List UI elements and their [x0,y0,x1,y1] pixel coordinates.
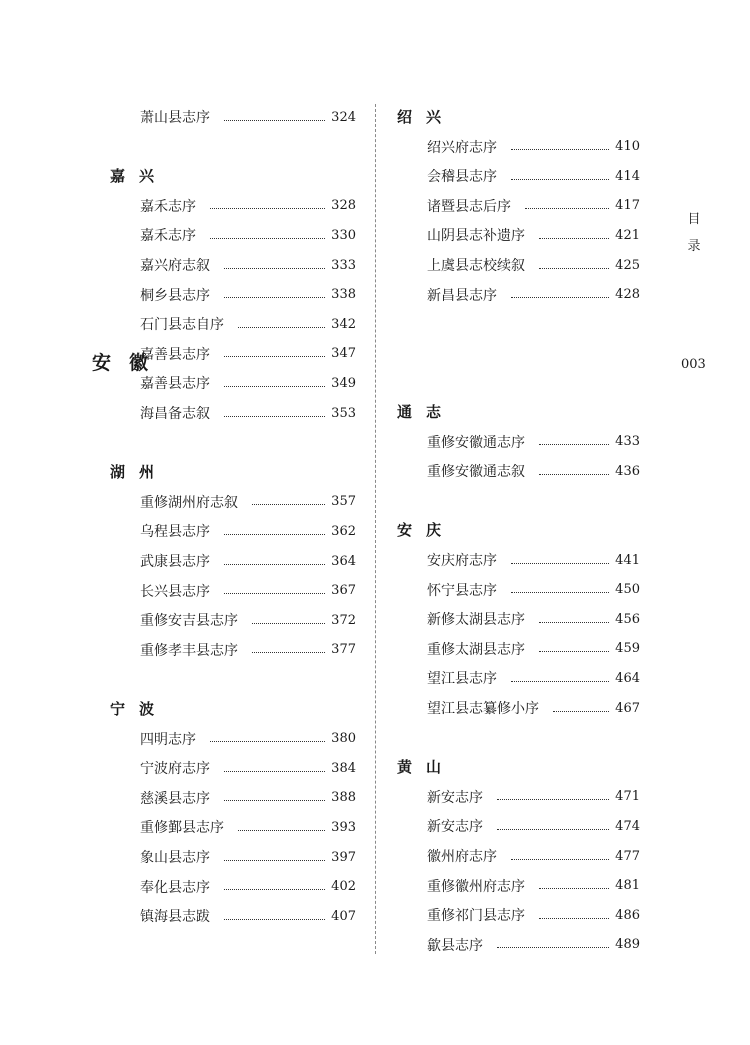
toc-entry [140,758,356,778]
entry-title: 怀宁县志序 [427,582,497,599]
toc-entry [427,225,640,245]
entry-title: 重修太湖县志序 [427,641,525,658]
entry-page: 464 [615,670,640,686]
toc-entry [427,255,640,275]
dot-leader [224,297,325,298]
entry-page: 397 [331,849,356,865]
section-heading: 嘉兴 [110,167,169,186]
entry-page: 328 [331,198,356,214]
entry-page: 441 [615,552,640,568]
entry-title: 重修鄞县志序 [140,820,224,837]
dot-leader [224,771,325,772]
section-heading: 绍兴 [397,108,456,126]
toc-entry [427,580,640,600]
toc-entry [427,166,640,186]
entry-title: 重修徽州府志序 [427,878,525,895]
dot-leader [511,563,609,564]
toc-entry [140,344,356,364]
dot-leader [511,592,609,593]
dot-leader [511,297,609,298]
toc-entry [140,285,356,305]
entry-title: 徽州府志序 [427,849,497,865]
entry-page: 425 [615,257,640,273]
dot-leader [224,534,325,535]
page-number: 003 [681,357,706,372]
dot-leader [252,652,325,653]
entry-title: 安庆府志序 [427,553,497,569]
toc-entry [140,107,356,127]
section-heading: 湖州 [110,463,169,482]
entry-page: 388 [331,790,356,806]
dot-leader [511,681,609,682]
entry-title: 奉化县志序 [140,879,210,896]
dot-leader [224,800,325,801]
entry-title: 新安志序 [427,789,483,806]
dot-leader [539,622,609,623]
toc-entry [427,787,640,807]
dot-leader [511,859,609,860]
dot-leader [224,416,325,417]
entry-page: 402 [331,879,356,895]
entry-title: 重修孝丰县志序 [140,642,238,659]
dot-leader [224,386,325,387]
dot-leader [539,651,609,652]
toc-entry [140,373,356,393]
toc-entry [427,137,640,157]
dot-leader [238,830,325,831]
dot-leader [224,564,325,565]
dot-leader [553,711,609,712]
entry-page: 428 [615,287,640,303]
section-heading: 通志 [397,403,456,421]
side-section-label: 目录 [687,212,701,254]
entry-page: 407 [331,908,356,924]
dot-leader [497,947,609,948]
entry-title: 嘉兴府志叙 [140,258,210,274]
toc-entry [140,521,356,541]
entry-page: 377 [331,642,356,658]
entry-title: 重修安徽通志叙 [427,464,525,481]
entry-title: 山阴县志补遗序 [427,228,525,245]
section-heading: 安庆 [397,521,456,540]
toc-entry [427,816,640,836]
entry-page: 380 [331,731,356,747]
entry-page: 421 [615,227,640,243]
entry-title: 望江县志纂修小序 [427,701,539,717]
toc-entry [427,698,640,718]
dot-leader [497,799,609,800]
entry-title: 重修湖州府志叙 [140,494,238,511]
toc-entry [427,285,640,305]
entry-title: 宁波府志序 [140,761,210,778]
toc-entry [427,639,640,659]
dot-leader [210,208,325,209]
dot-leader [539,888,609,889]
dot-leader [224,889,325,890]
entry-title: 歙县志序 [427,937,483,954]
entry-title: 象山县志序 [140,850,210,866]
entry-page: 414 [615,168,640,184]
entry-page: 481 [615,878,640,894]
entry-page: 357 [331,494,356,510]
entry-page: 393 [331,819,356,835]
toc-entry [140,225,356,245]
dot-leader [224,593,325,594]
entry-title: 新修太湖县志序 [427,612,525,629]
entry-page: 384 [331,760,356,776]
entry-page: 436 [615,463,640,479]
entry-page: 342 [331,316,356,332]
entry-title: 新安志序 [427,819,483,836]
entry-page: 410 [615,139,640,155]
entry-title: 重修祁门县志序 [427,908,525,925]
toc-entry [140,314,356,334]
dot-leader [497,829,609,830]
toc-entry [140,581,356,601]
entry-page: 459 [615,641,640,657]
entry-page: 353 [331,405,356,421]
entry-title: 嘉禾志序 [140,228,196,245]
province-heading: 安徽 [92,352,167,374]
entry-page: 474 [615,818,640,834]
entry-title: 四明志序 [140,731,196,748]
entry-title: 武康县志序 [140,554,210,570]
dot-leader [252,623,325,624]
entry-title: 镇海县志跋 [140,909,210,926]
entry-page: 367 [331,583,356,599]
entry-page: 362 [331,523,356,539]
toc-entry [140,255,356,275]
entry-title: 长兴县志序 [140,583,210,600]
entry-page: 333 [331,257,356,273]
toc-entry [427,609,640,629]
toc-entry [140,729,356,749]
dot-leader [224,268,325,269]
entry-title: 新昌县志序 [427,287,497,304]
entry-title: 海昌备志叙 [140,406,210,422]
toc-entry [140,906,356,926]
dot-leader [224,356,325,357]
entry-page: 338 [331,287,356,303]
dot-leader [539,268,609,269]
entry-page: 347 [331,346,356,362]
entry-title: 桐乡县志序 [140,287,210,304]
dot-leader [525,208,609,209]
toc-entry [140,847,356,867]
entry-page: 450 [615,582,640,598]
entry-title: 重修安吉县志序 [140,613,238,630]
dot-leader [224,860,325,861]
dot-leader [210,238,325,239]
entry-title: 嘉善县志序 [140,346,210,363]
entry-page: 486 [615,907,640,923]
entry-title: 会稽县志序 [427,169,497,186]
dot-leader [238,327,325,328]
entry-page: 433 [615,434,640,450]
entry-title: 慈溪县志序 [140,790,210,807]
dot-leader [539,444,609,445]
toc-entry [427,905,640,925]
toc-entry [140,640,356,660]
toc-entry [140,817,356,837]
dot-leader [539,474,609,475]
toc-entry [140,492,356,512]
entry-title: 乌程县志序 [140,524,210,541]
toc-entry [140,610,356,630]
entry-page: 467 [615,700,640,716]
dot-leader [539,918,609,919]
entry-title: 绍兴府志序 [427,139,497,156]
toc-entry [140,403,356,423]
entry-title: 望江县志序 [427,671,497,688]
entry-page: 372 [331,612,356,628]
entry-title: 重修安徽通志序 [427,434,525,451]
toc-entry [140,196,356,216]
dot-leader [539,238,609,239]
dot-leader [210,741,325,742]
toc-entry [427,550,640,570]
entry-page: 456 [615,611,640,627]
entry-page: 417 [615,198,640,214]
entry-page: 477 [615,848,640,864]
section-heading: 宁波 [110,700,169,718]
entry-page: 324 [331,109,356,125]
dot-leader [511,149,609,150]
dot-leader [224,120,325,121]
entry-title: 诸暨县志后序 [427,198,511,215]
column-divider [375,104,376,954]
dot-leader [252,504,325,505]
toc-entry [427,876,640,896]
entry-page: 471 [615,789,640,805]
toc-entry [427,668,640,688]
toc-entry [427,935,640,955]
toc-entry [427,846,640,866]
entry-page: 489 [615,937,640,953]
dot-leader [511,179,609,180]
toc-entry [427,196,640,216]
entry-title: 嘉禾志序 [140,198,196,215]
entry-title: 上虞县志校续叙 [427,258,525,274]
entry-page: 364 [331,553,356,569]
toc-entry [140,788,356,808]
dot-leader [224,919,325,920]
entry-title: 嘉善县志序 [140,376,210,393]
entry-page: 330 [331,227,356,243]
entry-title: 萧山县志序 [140,110,210,126]
entry-title: 石门县志自序 [140,317,224,334]
entry-page: 349 [331,375,356,391]
toc-entry [427,461,640,481]
toc-entry [140,877,356,897]
toc-entry [140,551,356,571]
section-heading: 黄山 [397,758,456,777]
toc-entry [427,432,640,452]
